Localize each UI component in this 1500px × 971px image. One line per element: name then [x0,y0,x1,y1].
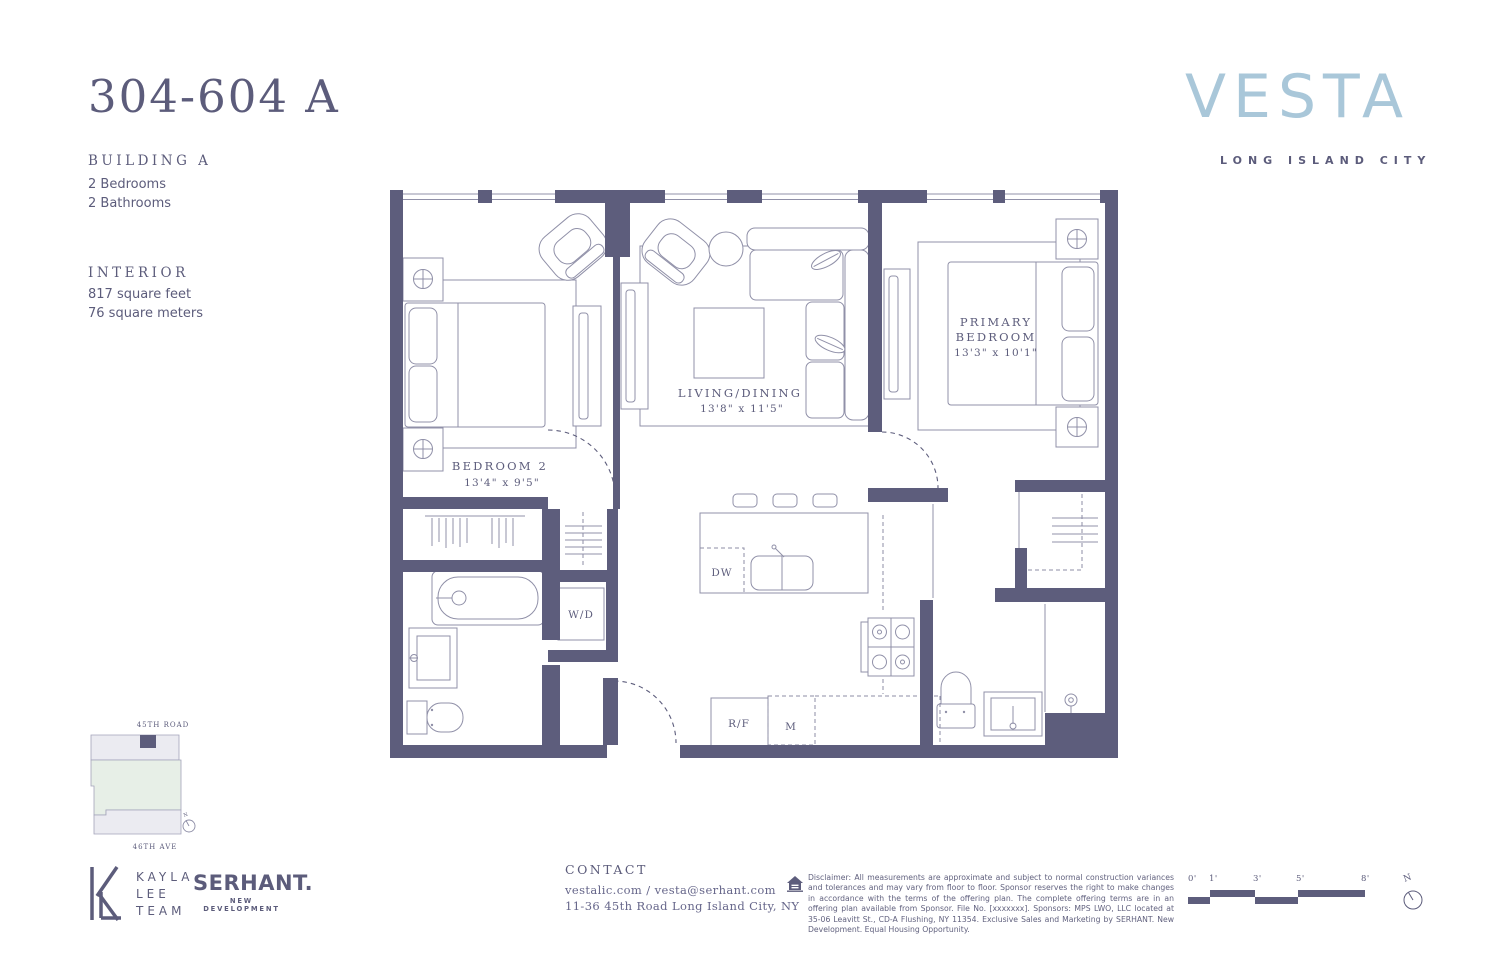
dining-table [694,308,764,378]
floorplan-drawing [390,190,1120,758]
closet-hangers [425,516,525,548]
mini-compass-icon [183,812,195,832]
pillow [409,366,437,422]
svg-text:3': 3' [1253,874,1262,884]
compass-icon [1388,868,1430,920]
walkin-closet [1019,492,1098,570]
bedroom2-label: BEDROOM 2 [451,459,549,473]
unit-title: 304-604 A [88,70,340,123]
equal-housing-icon [787,876,803,892]
svg-text:0': 0' [1188,874,1197,884]
svg-text:N: N [1402,872,1414,885]
lamp-icon [1068,230,1087,249]
street-label-bottom: 46TH AVE [132,843,178,851]
title-block [88,70,340,323]
disclaimer-text: Disclaimer: All measurements are approximate and subject to normal construction variances and tolerances and may vary from floor to floor. Sponsor reserves the right to make changes in accordance with the terms of the offering plan. The complete offering terms are in an offering plan available from Sponsor. File No. [xxxxxxx]. Sponsors: MPS LWO, LLC located at 35-06 Leavitt St., CD-A Flushing, NY 11354. Exclusive Sales and Marketing by SERHANT. New Development. Equal Housing Opportunity. [808,873,1174,935]
area-sqm: 76 square meters [88,305,203,321]
bedroom2-dims: 13'4" x 9'5" [464,477,540,489]
toilet [941,672,971,704]
primary-label-2: BEDROOM [955,330,1037,344]
brand-location: LONG ISLAND CITY [1220,154,1432,167]
unit-location-marker [140,735,156,748]
primary-dims: 13'3" x 10'1" [954,347,1038,359]
team-name: KAYLA LEE TEAM [136,870,194,918]
washer-dryer-label: W/D [568,609,594,621]
kitchen [700,494,940,747]
contact-address: 11-36 45th Road Long Island City, NY [565,898,800,913]
stool [773,494,797,507]
sofa [747,228,869,250]
building-label: BUILDING A [88,153,212,169]
street-label-top: 45TH ROAD [136,721,190,729]
svg-text:8': 8' [1361,874,1370,884]
dishwasher-label: DW [711,567,733,579]
lamp-icon [414,270,433,289]
bedroom2-furniture [400,207,613,471]
shower-head-icon [1065,694,1077,706]
primary-label-1: PRIMARY [959,315,1033,329]
svg-text:N: N [182,811,189,819]
bedrooms-count: 2 Bedrooms [88,177,166,192]
microwave-label: M [785,721,797,733]
contact-block [565,862,799,914]
armchair [533,207,614,287]
interior-label: INTERIOR [88,265,189,281]
stool [813,494,837,507]
living-dims: 13'8" x 11'5" [700,403,784,415]
bathroom1-fixtures [407,571,544,734]
pillow [409,308,437,364]
lamp-icon [414,440,433,459]
vesta-logo: VESTA [1185,62,1411,132]
refrigerator-label: R/F [728,718,750,730]
area-sqft: 817 square feet [88,287,192,302]
contact-heading: CONTACT [565,862,648,877]
pillow [1062,267,1094,331]
brand-block [1185,62,1431,167]
armchair [636,212,717,291]
toilet [407,701,427,734]
side-table [709,232,743,266]
lamp-icon [1068,418,1087,437]
serhant-logo: SERHANT. NEW DEVELOPMENT [193,871,314,913]
pillow [1062,337,1094,401]
scale-bar [1186,870,1401,910]
svg-text:5': 5' [1296,874,1305,884]
kayla-lee-team-monogram-icon [84,862,130,924]
bathrooms-count: 2 Bathrooms [88,195,172,211]
contact-web-email[interactable]: vestalic.com / vesta@serhant.com [565,883,776,897]
living-label: LIVING/DINING [677,386,803,400]
svg-text:1': 1' [1209,874,1218,884]
stool [733,494,757,507]
site-key-map [85,716,210,866]
